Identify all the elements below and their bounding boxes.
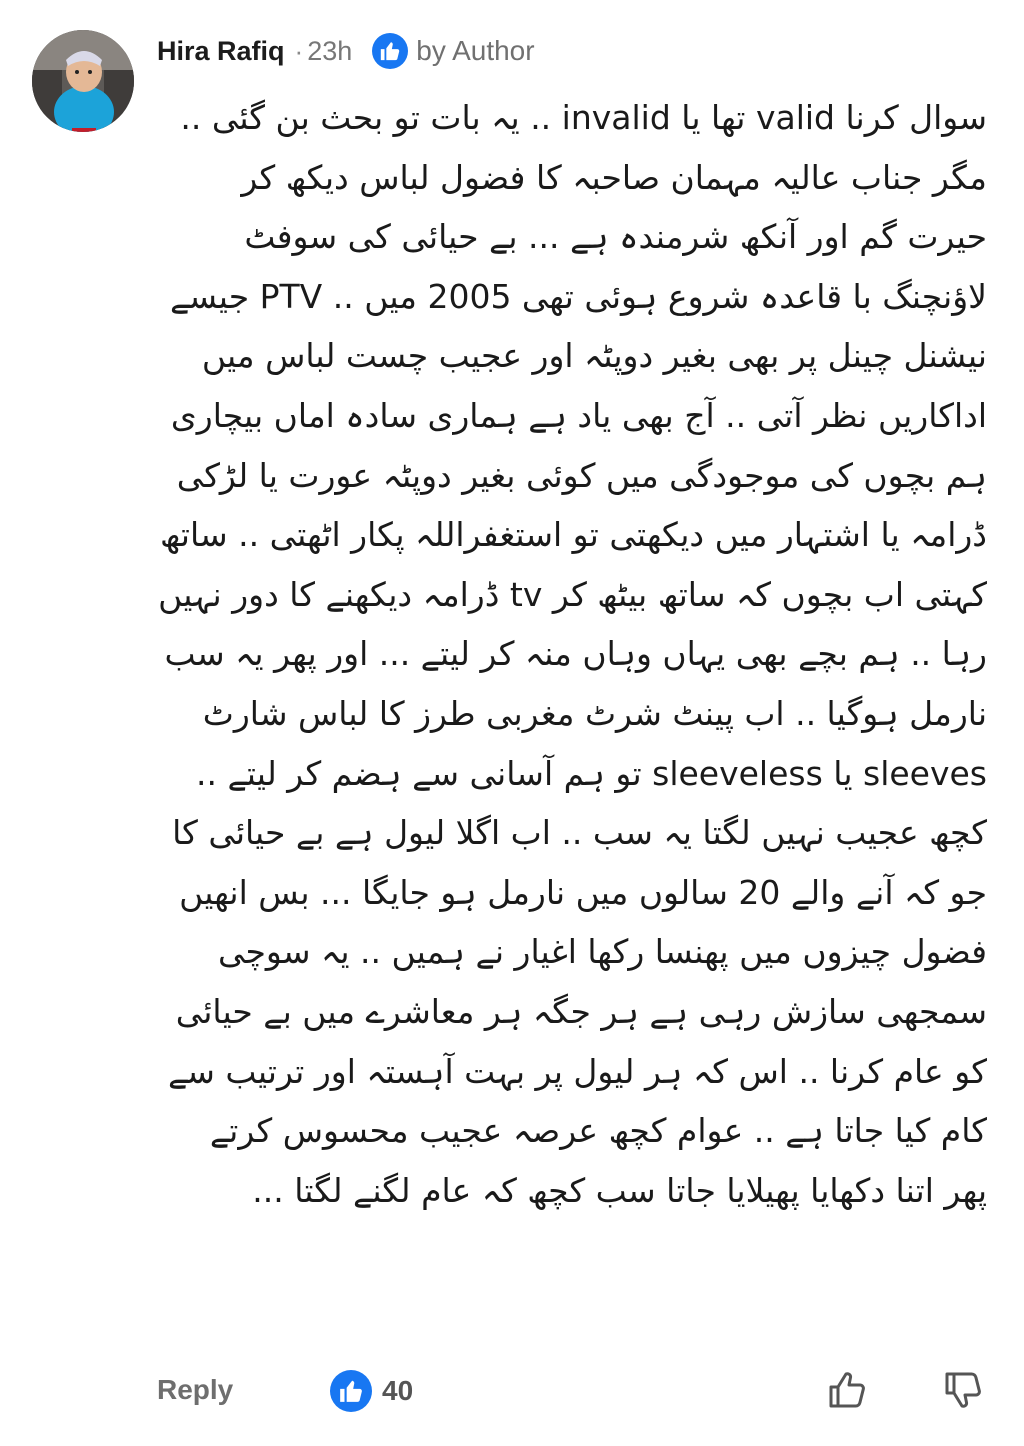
separator-dot: ·: [294, 35, 304, 66]
reaction-count: 40: [382, 1375, 414, 1406]
author-name[interactable]: Hira Rafiq: [157, 35, 285, 66]
reaction-summary[interactable]: [330, 1370, 413, 1412]
like-icon: [372, 33, 408, 69]
comment-header: [157, 28, 535, 74]
author-badge: [372, 33, 534, 69]
avatar[interactable]: [32, 30, 134, 132]
comment-text: سوال کرنا valid تھا یا invalid .. یہ بات تو بحث بن گئی .. مگر جناب عالیہ مہمان صاحبہ کا فضول لباس دیکھ کر حیرت گم اور آنکھ شرمندہ ہے ... بے حیائی کی سوفٹ لاؤنچنگ با قاعدہ شروع ہوئی تھی 2005 میں .. PTV جیسے نیشنل چینل پر بھی بغیر دوپٹہ اور عجیب چست لباس میں اداکاریں نظر آتی .. آج بھی یاد ہے ہماری سادہ اماں بیچاری ہم بچوں کی موجودگی میں کوئی بغیر دوپٹہ عورت یا لڑکی ڈرامہ یا اشتہار میں دیکھتی تو استغفراللہ پکار اٹھتی .. ساتھ کہتی اب بچوں کہ ساتھ بیٹھ کر tv ڈرامہ دیکھنے کا دور نہیں رہا .. ہم بچے بھی یہاں وہاں منہ کر لیتے ... اور پھر یہ سب نارمل ہوگیا .. اب پینٹ شرٹ مغربی طرز کا لباس شارٹ sleeves یا sleeveless تو ہم آسانی سے ہضم کر لیتے .. کچھ عجیب نہیں لگتا یہ سب .. اب اگلا لیول ہے بے حیائی کا جو کہ آنے والے 20 سالوں میں نارمل ہو جایگا ... بس انھیں فضول چیزوں میں پھنسا رکھا اغیار نے ہمیں .. یہ سوچی سمجھی سازش رہی ہے ہر جگہ ہر معاشرے میں بے حیائی کو عام کرنا .. اس کہ ہر لیول پر بہت آہستہ اور ترتیب سے کام کیا جاتا ہے .. عوام کچھ عرصہ عجیب محسوس کرتے پھر اتنا دکھایا پھیلایا جاتا سب کچھ کہ عام لگنے لگتا ...: [158, 98, 987, 1210]
thumbs-up-icon[interactable]: [823, 1366, 871, 1414]
comment-footer: [157, 1366, 987, 1422]
reply-button[interactable]: Reply: [157, 1374, 234, 1405]
timestamp[interactable]: 23h: [307, 35, 353, 66]
thumbs-down-icon[interactable]: [939, 1366, 987, 1414]
like-icon: [330, 1370, 372, 1412]
avatar-photo: [32, 30, 134, 132]
author-badge-label: by Author: [416, 35, 535, 66]
